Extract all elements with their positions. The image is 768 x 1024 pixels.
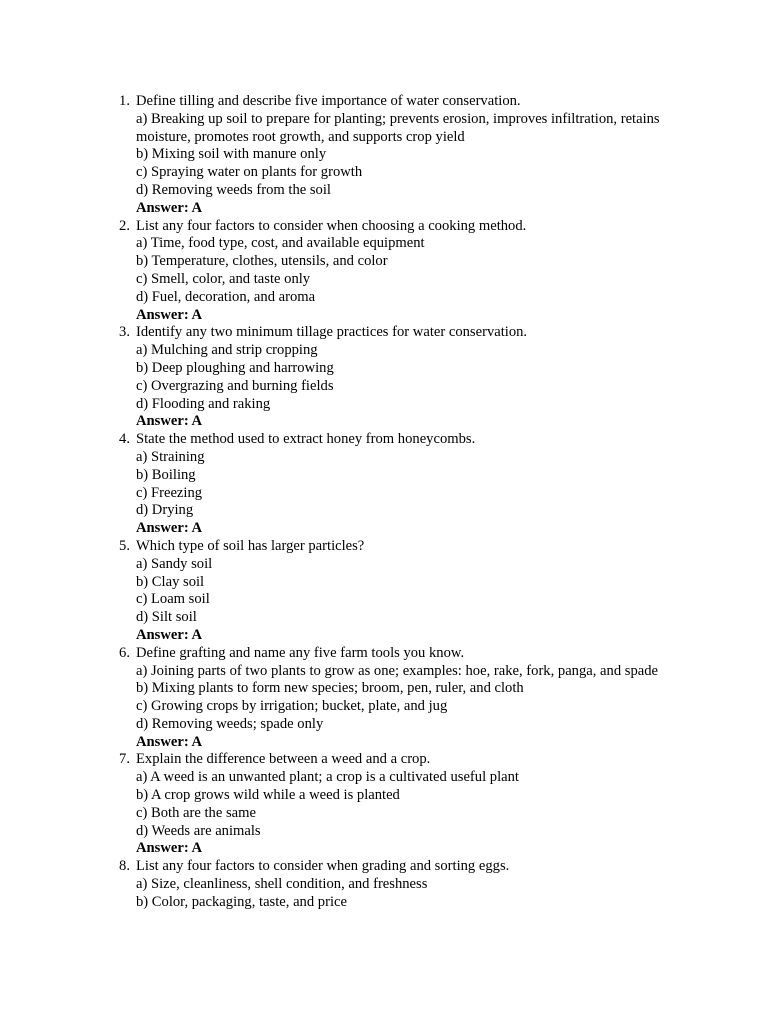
question-list	[108, 93, 698, 912]
answer-option: b) Color, packaging, taste, and price	[136, 893, 347, 910]
answer-option: d) Fuel, decoration, and aroma	[136, 288, 316, 305]
answer-option: c) Freezing	[136, 484, 203, 501]
answer-option: a) A weed is an unwanted plant; a crop is a cultivated useful plant	[136, 769, 519, 786]
answer-option: b) Temperature, clothes, utensils, and color	[136, 253, 388, 270]
answer-option: c) Loam soil	[136, 591, 210, 608]
question-item	[108, 431, 698, 538]
answer-option: c) Growing crops by irrigation; bucket, plate, and jug	[136, 698, 448, 715]
answer-option: d) Removing weeds from the soil	[136, 181, 331, 198]
question-text: Identify any two minimum tillage practices for water conservation.	[136, 324, 528, 341]
question-text: List any four factors to consider when choosing a cooking method.	[136, 217, 527, 234]
answer-option: b) Mixing plants to form new species; broom, pen, ruler, and cloth	[136, 680, 524, 697]
question-text: Define tilling and describe five importance of water conservation.	[136, 93, 521, 109]
question-text: Explain the difference between a weed and a crop.	[136, 751, 431, 768]
answer-option: a) Breaking up soil to prepare for planting; prevents erosion, improves infiltration, retains moisture, promotes root growth, and supports crop yield	[136, 110, 660, 145]
question-number: 2.	[119, 217, 130, 234]
answer-option: a) Joining parts of two plants to grow as one; examples: hoe, rake, fork, panga, and spade	[136, 662, 658, 679]
question-item	[108, 93, 698, 218]
answer-option: b) A crop grows wild while a weed is planted	[136, 787, 400, 804]
answer-option: a) Sandy soil	[136, 555, 213, 572]
answer-option: a) Straining	[136, 448, 205, 465]
answer-key: Answer: A	[136, 199, 203, 216]
answer-option: b) Deep ploughing and harrowing	[136, 359, 334, 376]
answer-option: b) Mixing soil with manure only	[136, 146, 327, 163]
question-item	[108, 324, 698, 431]
question-number: 1.	[119, 93, 130, 109]
question-item	[108, 858, 698, 911]
answer-option: c) Both are the same	[136, 804, 256, 821]
answer-key: Answer: A	[136, 413, 203, 430]
question-number: 5.	[119, 537, 130, 554]
answer-option: d) Silt soil	[136, 609, 197, 626]
answer-key: Answer: A	[136, 626, 203, 643]
question-number: 6.	[119, 644, 130, 661]
answer-key: Answer: A	[136, 306, 203, 323]
question-number: 7.	[119, 751, 130, 768]
answer-option: b) Clay soil	[136, 573, 205, 590]
question-text: Which type of soil has larger particles?	[136, 537, 365, 554]
answer-option: b) Boiling	[136, 466, 196, 483]
answer-option: d) Drying	[136, 502, 194, 519]
answer-option: a) Size, cleanliness, shell condition, and freshness	[136, 876, 428, 893]
answer-option: c) Spraying water on plants for growth	[136, 164, 363, 181]
answer-option: a) Mulching and strip cropping	[136, 342, 318, 359]
question-number: 4.	[119, 431, 130, 448]
answer-option: d) Flooding and raking	[136, 395, 271, 412]
answer-key: Answer: A	[136, 520, 203, 537]
question-text: Define grafting and name any five farm tools you know.	[136, 644, 465, 661]
question-item	[108, 751, 698, 858]
answer-option: a) Time, food type, cost, and available equipment	[136, 235, 425, 252]
question-item	[108, 538, 698, 645]
answer-key: Answer: A	[136, 840, 203, 857]
question-item	[108, 218, 698, 325]
answer-option: d) Removing weeds; spade only	[136, 715, 324, 732]
answer-option: d) Weeds are animals	[136, 822, 261, 839]
question-text: State the method used to extract honey from honeycombs.	[136, 431, 476, 448]
question-number: 8.	[119, 858, 130, 875]
answer-key: Answer: A	[136, 733, 203, 750]
answer-option: c) Overgrazing and burning fields	[136, 377, 334, 394]
question-item	[108, 645, 698, 752]
answer-option: c) Smell, color, and taste only	[136, 270, 311, 287]
question-text: List any four factors to consider when grading and sorting eggs.	[136, 858, 510, 875]
question-number: 3.	[119, 324, 130, 341]
